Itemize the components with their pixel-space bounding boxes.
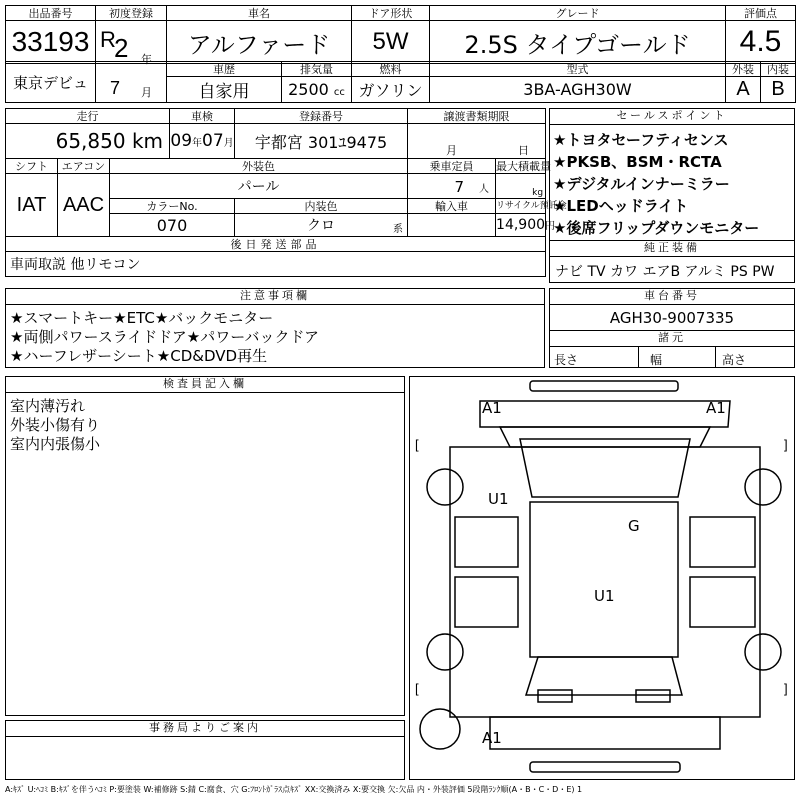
later-value: 車両取説 他リモコン: [6, 252, 546, 277]
chassis-box: [549, 288, 795, 331]
inspector-line: 室内薄汚れ: [10, 397, 86, 415]
wheel-fr: [745, 469, 781, 505]
recycle-cell: [496, 214, 556, 237]
era: R: [100, 27, 116, 52]
displacement-label: 排気量: [282, 62, 352, 77]
int-color-cell: [235, 214, 408, 237]
int-color-label: 内装色: [235, 199, 408, 214]
car-name-label: 車名: [167, 6, 352, 21]
doc-label: 譲渡書類期限: [408, 109, 546, 124]
ext-score: A: [726, 77, 761, 103]
shift-value: IAT: [6, 174, 58, 237]
grade-value: 2.5S タイプゴールド: [430, 21, 726, 64]
sales-point-item: ★デジタルインナーミラー: [553, 175, 730, 193]
note-line: ★スマートキー★ETC★バックモニター: [10, 309, 274, 327]
recycle-value: 14,900: [496, 217, 546, 233]
equipment-title: 純正装備: [550, 241, 794, 257]
venue: 東京デビュ: [6, 62, 96, 103]
spare-wheel: [420, 709, 460, 749]
right-window2-outline: [690, 577, 755, 627]
notes-box: [5, 288, 545, 368]
first-reg-label: 初度登録: [96, 6, 167, 21]
door-label: ドア形状: [352, 6, 430, 21]
fuel-label: 燃料: [352, 62, 430, 77]
grade-label: グレード: [430, 6, 726, 21]
year-unit: 年: [141, 53, 152, 66]
inspector-title: 検査員記入欄: [6, 377, 404, 393]
displacement-value: 2500: [288, 80, 329, 99]
int-color-value: クロ: [307, 218, 336, 234]
sales-point-item: ★PKSB、BSM・RCTA: [553, 153, 722, 171]
wheel-fl: [427, 469, 463, 505]
dims-divider: [715, 347, 716, 368]
front-bumper-outline: [530, 381, 678, 391]
rear-bumper-outline: [530, 762, 680, 772]
rear-lamp-left: [538, 690, 572, 702]
bracket-right-2: ]: [784, 681, 788, 696]
mark-left-door: U1: [488, 490, 509, 508]
first-reg-cell: [96, 21, 167, 64]
plate-value: 宇都宮 301ﾕ9475: [235, 124, 408, 159]
capacity-label: 乗車定員: [408, 159, 496, 174]
wheel-rr: [745, 634, 781, 670]
car-diagram-box: [409, 376, 795, 780]
history-label: 車歴: [167, 62, 282, 77]
bracket-left-1: [: [415, 437, 419, 452]
shift-label: シフト: [6, 159, 58, 174]
color-no-label: カラーNo.: [110, 199, 235, 214]
bracket-right-1: ]: [784, 437, 788, 452]
left-window2-outline: [455, 577, 518, 627]
insp-year: 09: [170, 131, 193, 151]
mark-front-left: A1: [482, 399, 502, 417]
lot-label: 出品番号: [6, 6, 96, 21]
insp-year-unit: 年: [192, 138, 203, 149]
model-label: 型式: [430, 62, 726, 77]
color-label: 外装色: [110, 159, 408, 174]
ac-value: AAC: [58, 174, 110, 237]
dims-width: 幅: [650, 353, 663, 367]
import-label: 輸入車: [408, 199, 496, 214]
roof-outline: [530, 502, 678, 657]
sales-point-item: ★後席フリップダウンモニター: [553, 219, 760, 237]
month-unit: 月: [141, 86, 152, 99]
rear-lamp-right: [636, 690, 670, 702]
inspection-label: 車検: [170, 109, 235, 124]
sales-points-title: セールスポイント: [550, 109, 794, 125]
load-label: 最大積載量: [496, 159, 552, 173]
history-value: 自家用: [167, 77, 282, 103]
int-label: 内装: [761, 62, 796, 77]
int-color-suffix: 系: [393, 224, 404, 235]
dims-length: 長さ: [554, 353, 579, 367]
mileage-value: 65,850: [55, 129, 126, 153]
capacity-value: 7: [454, 177, 465, 196]
equipment-box: [549, 240, 795, 283]
fuel-value: ガソリン: [352, 77, 430, 103]
recycle-label: リサイクル預託金: [496, 199, 546, 214]
chassis-title: 車台番号: [550, 289, 794, 305]
inspector-line: 外装小傷有り: [10, 416, 101, 434]
car-diagram: [410, 377, 794, 779]
score-label: 評価点: [726, 6, 796, 21]
front-lamp-outline: [500, 427, 710, 447]
mark-hood: G: [628, 517, 640, 535]
header-table: [5, 5, 796, 64]
front-panel-outline: [480, 401, 730, 427]
left-window-outline: [455, 517, 518, 567]
mileage-label: 走行: [6, 109, 170, 124]
dims-divider: [638, 347, 639, 368]
mark-roof: U1: [594, 587, 615, 605]
dims-box: [549, 330, 795, 368]
later-label: 後日発送部品: [6, 237, 546, 252]
era-year: 2: [114, 33, 129, 63]
inspector-box: [5, 376, 405, 716]
legend-text: A:ｷｽﾞ U:ﾍｺﾐ B:ｷｽﾞを伴うﾍｺﾐ P:要塗装 W:補修跡 S:錆 C:腐食、穴 G:ﾌﾛﾝﾄｶﾞﾗｽ点ｷｽﾞ XX:交換済み X:要交換 欠:欠品 内・外装評価 5段階ﾗﾝｸ順(A・B・C・D・E) 1: [5, 785, 583, 794]
inspection-cell: [170, 124, 235, 159]
import-value: [408, 214, 496, 237]
sales-point-item: ★LEDヘッドライト: [553, 197, 689, 215]
month-cell: [96, 62, 167, 103]
capacity-cell: [408, 174, 496, 199]
sales-points-box: [549, 108, 795, 241]
km-unit: km: [131, 129, 164, 153]
inspector-notes: [10, 397, 100, 454]
vehicle-info-table: [5, 108, 567, 277]
office-title: 事務局よりご案内: [6, 721, 404, 737]
color-value: パール: [110, 174, 408, 199]
sales-points-list: [553, 129, 759, 239]
doc-month: 月: [446, 144, 458, 157]
insp-month: 07: [202, 131, 224, 151]
notes-list: [10, 309, 319, 366]
dims-height: 高さ: [722, 353, 747, 367]
notes-title: 注意事項欄: [6, 289, 544, 305]
displacement-cell: [282, 77, 352, 103]
right-window-outline: [690, 517, 755, 567]
dims-title: 諸元: [550, 331, 794, 347]
mark-rear: A1: [482, 729, 502, 747]
equipment-value: ナビ TV カワ エアB アルミ PS PW: [555, 264, 775, 280]
car-name: アルファード: [167, 21, 352, 64]
chassis-value: AGH30-9007335: [609, 309, 735, 327]
mark-front-right: A1: [706, 399, 726, 417]
wheel-rl: [427, 634, 463, 670]
mileage-cell: [6, 124, 170, 159]
model-value: 3BA-AGH30W: [430, 77, 726, 103]
yen-unit: 円: [545, 221, 556, 232]
body-outline: [450, 447, 760, 717]
inspector-line: 室内内張傷小: [10, 435, 101, 453]
kg-unit: kg: [496, 174, 546, 199]
color-no-value: 070: [110, 214, 235, 237]
note-line: ★両側パワースライドドア★パワーバックドア: [10, 328, 320, 346]
int-score: B: [761, 77, 796, 103]
insp-month-unit: 月: [223, 138, 234, 149]
cc-unit: cc: [333, 87, 345, 98]
plate-label: 登録番号: [235, 109, 408, 124]
person-unit: 人: [479, 183, 490, 195]
rear-panel-outline: [490, 717, 720, 749]
score-value: 4.5: [726, 21, 796, 64]
sales-point-item: ★トヨタセーフティセンス: [553, 131, 729, 149]
month: 7: [110, 78, 121, 98]
doc-day: 日: [518, 144, 530, 157]
ext-label: 外装: [726, 62, 761, 77]
office-box: [5, 720, 405, 780]
doc-cell: [408, 124, 546, 159]
header-table-2: [5, 61, 796, 103]
lot-number: 33193: [6, 21, 96, 64]
ac-label: エアコン: [58, 159, 110, 174]
note-line: ★ハーフレザーシート★CD&DVD再生: [10, 347, 268, 365]
bracket-left-2: [: [415, 681, 419, 696]
door-value: 5W: [352, 21, 430, 64]
